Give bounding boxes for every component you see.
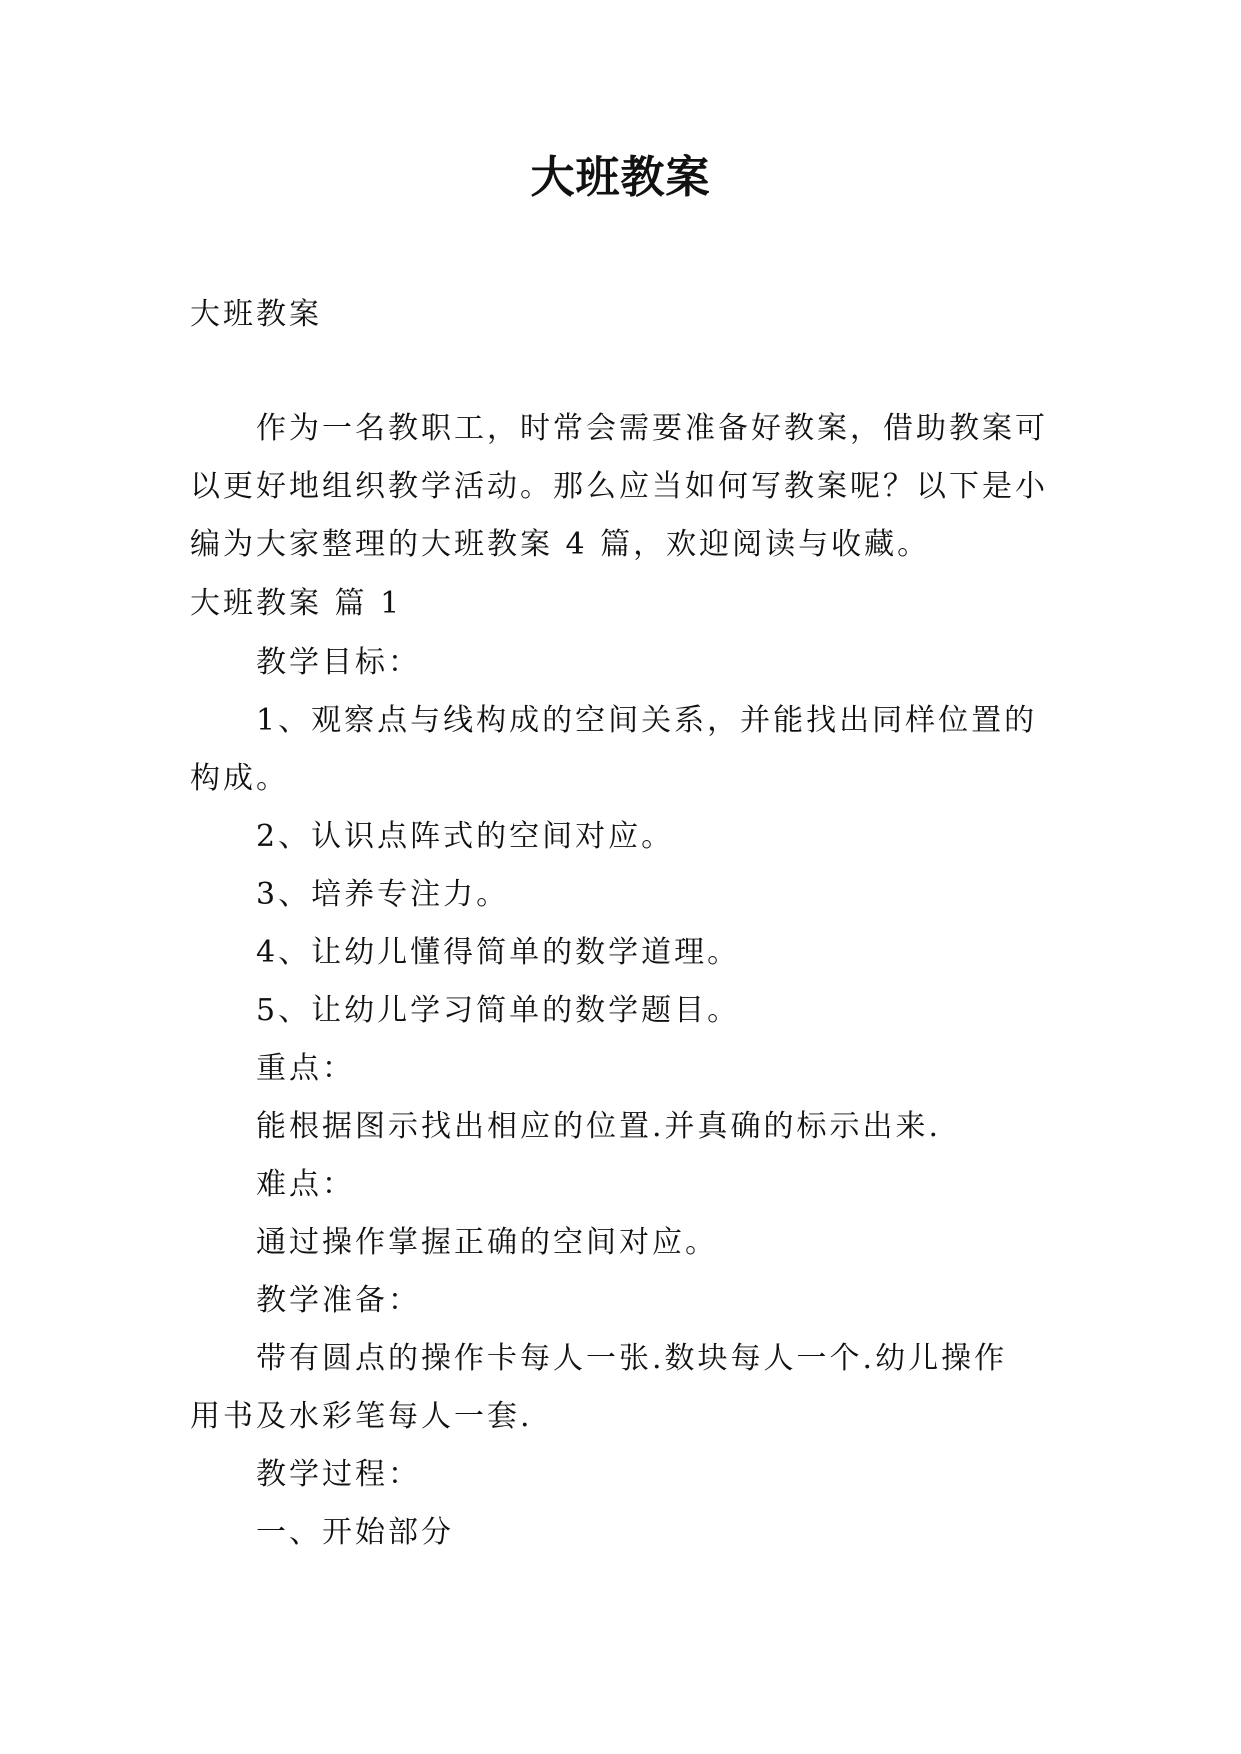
objective-item: 5、让幼儿学习简单的数学题目。 — [256, 993, 741, 1028]
body-text-line: 一、开始部分 — [256, 1515, 454, 1550]
objective-item-continuation: 构成。 — [190, 761, 289, 796]
section-label: 重点： — [256, 1051, 355, 1086]
objective-item: 4、让幼儿懂得简单的数学道理。 — [256, 935, 741, 970]
intro-paragraph-line: 编为大家整理的大班教案 4 篇，欢迎阅读与收藏。 — [190, 527, 931, 562]
body-text-line: 通过操作掌握正确的空间对应。 — [256, 1225, 718, 1260]
section-label: 教学过程： — [256, 1457, 421, 1492]
section-label: 教学目标： — [256, 645, 421, 680]
body-text-line: 用书及水彩笔每人一套. — [190, 1399, 533, 1434]
objective-item: 3、培养专注力。 — [256, 877, 510, 912]
objective-item: 2、认识点阵式的空间对应。 — [256, 819, 675, 854]
objective-item: 1、观察点与线构成的空间关系，并能找出同样位置的 — [256, 703, 1038, 738]
document-subtitle: 大班教案 — [190, 297, 322, 332]
page-title: 大班教案 — [530, 152, 711, 203]
section-heading: 大班教案 篇 1 — [190, 586, 403, 621]
body-text-line: 带有圆点的操作卡每人一张.数块每人一个.幼儿操作 — [256, 1341, 1008, 1376]
body-text-line: 能根据图示找出相应的位置.并真确的标示出来. — [256, 1109, 942, 1144]
intro-paragraph-line: 以更好地组织教学活动。那么应当如何写教案呢？以下是小 — [190, 469, 1048, 504]
section-label: 难点： — [256, 1167, 355, 1202]
intro-paragraph-line: 作为一名教职工，时常会需要准备好教案，借助教案可 — [256, 411, 1048, 446]
section-label: 教学准备： — [256, 1283, 421, 1318]
